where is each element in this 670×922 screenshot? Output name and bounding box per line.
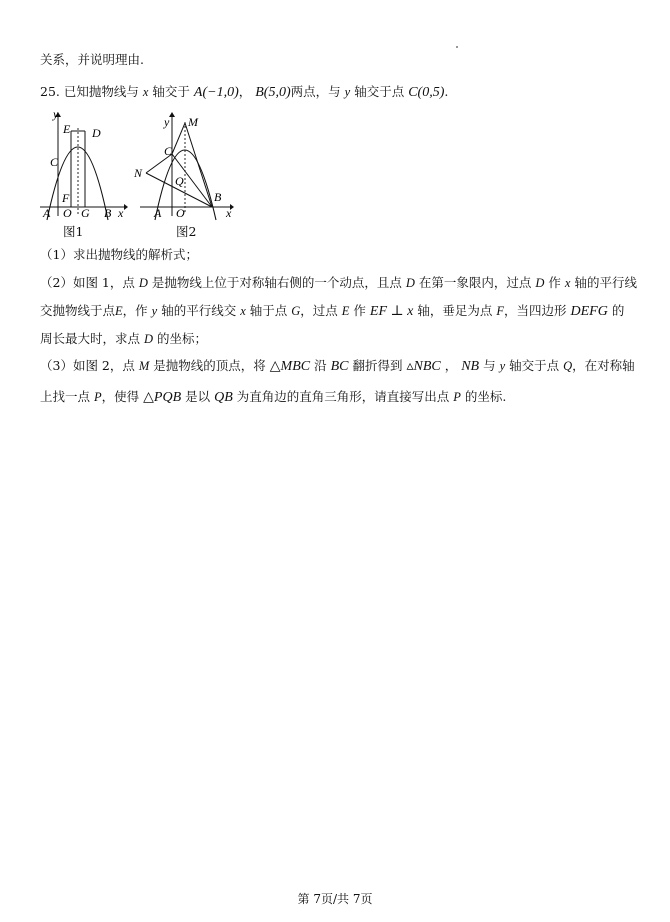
fig1-label-c: C — [50, 155, 59, 169]
figure-2-caption: 图2 — [176, 224, 197, 239]
fig1-label-y: y — [53, 110, 59, 121]
fig1-label-x: x — [118, 206, 124, 220]
intro-line: 关系，并说明理由. — [40, 52, 144, 67]
question-25-stem: 25. 已知抛物线与 x 轴交于 A(−1,0)， B(5,0)两点，与 y 轴交于点 C(0,5). — [40, 84, 449, 100]
fig1-label-e: E — [63, 122, 71, 136]
stray-dot — [456, 46, 458, 48]
fig1-label-o: O — [63, 206, 72, 220]
figure-1-caption: 图1 — [63, 224, 84, 239]
fig2-label-q: Q — [175, 174, 184, 188]
page-footer: 第 7页/共 7页 — [297, 892, 373, 906]
fig2-label-y: y — [164, 115, 170, 129]
point-a: A(−1,0) — [193, 85, 239, 100]
fig1-label-b: B — [104, 206, 112, 220]
part-3-line-1: （3）如图 2，点 M 是抛物线的顶点，将 △MBC 沿 BC 翻折得到 ▵NBC ， NB 与 y 轴交于点 Q，在对称轴 — [40, 358, 635, 374]
figure-1 — [38, 110, 130, 222]
point-c: C(0,5) — [408, 85, 445, 100]
fig2-label-n: N — [134, 166, 143, 180]
part-1: （1）求出抛物线的解析式； — [40, 247, 198, 262]
fig2-label-c: C — [164, 144, 173, 158]
fig1-label-f: F — [62, 191, 70, 205]
fig2-label-o: O — [176, 206, 185, 220]
point-b: B(5,0) — [255, 85, 291, 100]
fig1-label-d: D — [92, 126, 101, 140]
part-2-line-3: 周长最大时，求点 D 的坐标； — [40, 331, 208, 346]
fig2-label-b: B — [214, 190, 222, 204]
part-3-line-2: 上找一点 P，使得 △PQB 是以 QB 为直角边的直角三角形，请直接写出点 P 的坐标. — [40, 389, 507, 405]
figure-2 — [130, 110, 238, 222]
fig1-label-g: G — [81, 206, 90, 220]
part-2-line-2: 交抛物线于点E，作 y 轴的平行线交 x 轴于点 G，过点 E 作 EF ⊥ x 轴，垂足为点 F，当四边形 DEFG 的 — [40, 303, 625, 319]
fig2-label-x: x — [226, 206, 232, 220]
fig1-label-a: A — [43, 206, 51, 220]
question-number: 25. — [40, 84, 60, 99]
fig2-label-m: M — [188, 115, 198, 129]
part-2-line-1: （2）如图 1，点 D 是抛物线上位于对称轴右侧的一个动点，且点 D 在第一象限内，过点 D 作 x 轴的平行线 — [40, 275, 637, 290]
fig2-label-a: A — [154, 206, 162, 220]
